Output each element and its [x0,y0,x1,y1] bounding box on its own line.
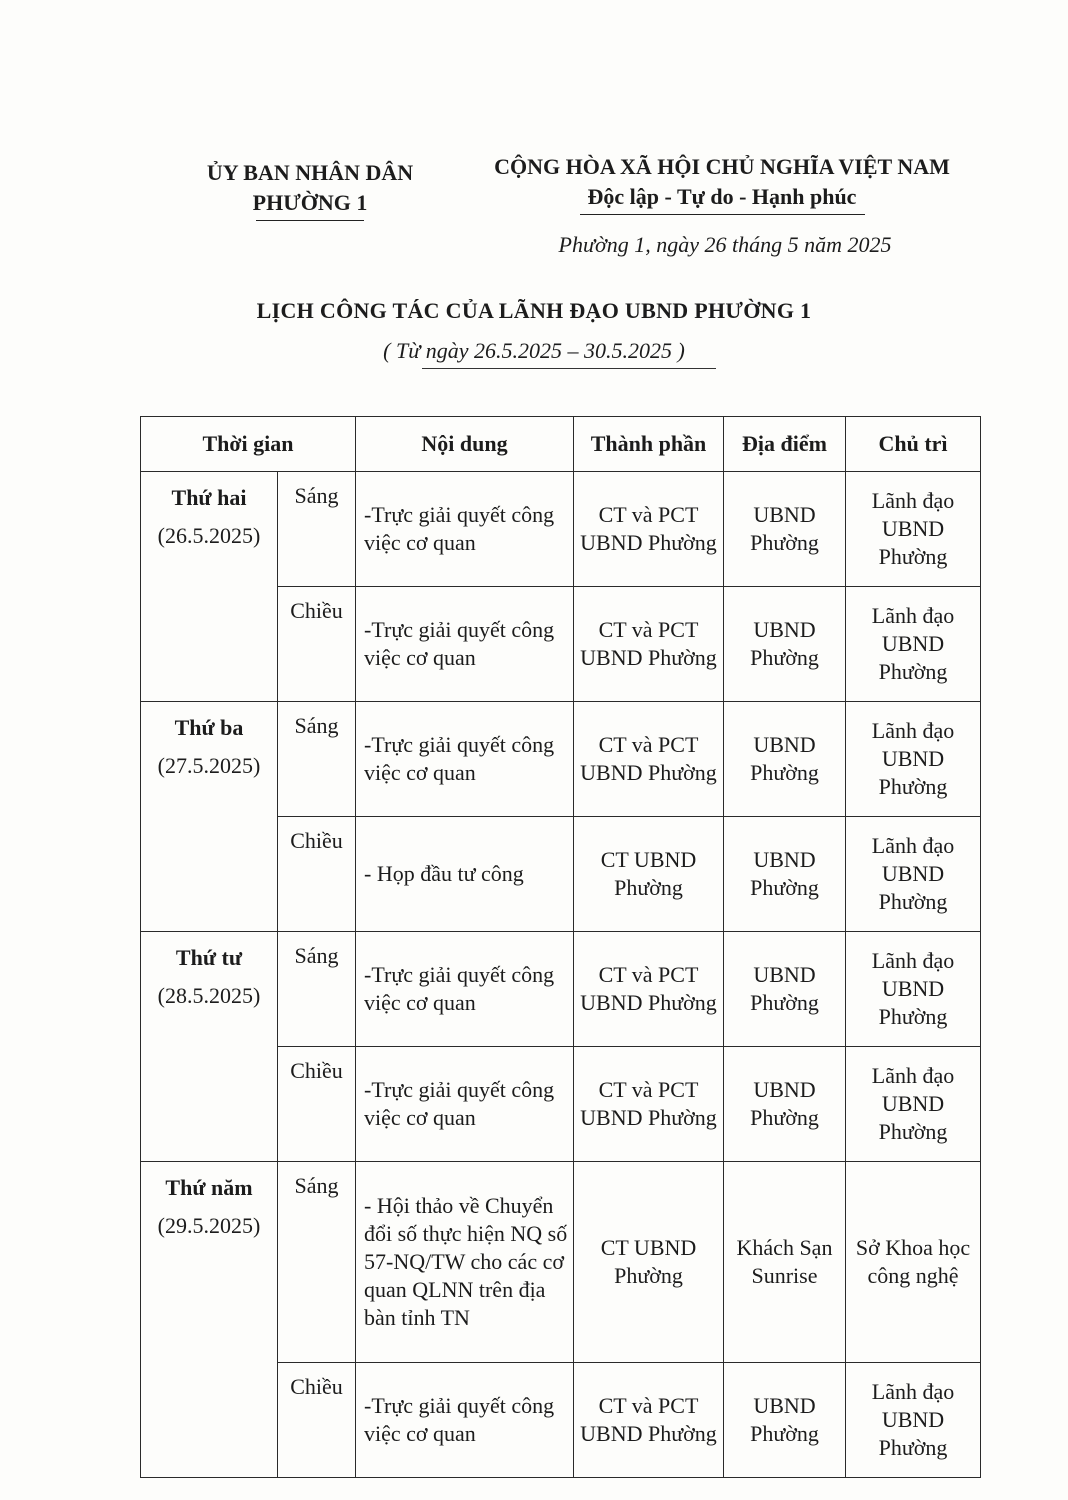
location-cell: UBND Phường [724,702,846,817]
day-date: (26.5.2025) [157,523,261,548]
session-cell: Sáng [278,932,356,1047]
day-cell [141,702,278,932]
content-cell: - Họp đầu tư công [356,817,574,932]
chair-cell: Lãnh đạo UBND Phường [846,932,981,1047]
day-cell [141,1162,278,1478]
chair-cell: Lãnh đạo UBND Phường [846,817,981,932]
participants-cell: CT và PCT UBND Phường [574,702,724,817]
document-subtitle: ( Từ ngày 26.5.2025 – 30.5.2025 ) [383,338,685,363]
day-name: Thứ tư [175,945,243,970]
nation-motto: Độc lập - Tự do - Hạnh phúc [587,184,857,209]
content-cell: - Hội thảo về Chuyển đổi số thực hiện NQ số 57-NQ/TW cho các cơ quan QLNN trên địa bàn tỉnh TN [356,1162,574,1363]
org-ward: PHƯỜNG 1 [252,190,368,215]
content-cell: -Trực giải quyết công việc cơ quan [356,1047,574,1162]
nation-name: CỘNG HÒA XÃ HỘI CHỦ NGHĨA VIỆT NAM [494,154,950,179]
chair-cell: Lãnh đạo UBND Phường [846,702,981,817]
day-name: Thứ ba [174,715,244,740]
motto-underline [580,214,865,215]
document-title: LỊCH CÔNG TÁC CỦA LÃNH ĐẠO UBND PHƯỜNG 1 [256,298,812,323]
day-date: (29.5.2025) [157,1213,261,1238]
day-name: Thứ năm [165,1175,253,1200]
org-header [180,158,440,221]
content-cell: -Trực giải quyết công việc cơ quan [356,472,574,587]
session-cell: Chiều [278,1047,356,1162]
participants-cell: CT và PCT UBND Phường [574,1047,724,1162]
participants-cell: CT UBND Phường [574,1162,724,1363]
location-cell: UBND Phường [724,1047,846,1162]
participants-cell: CT UBND Phường [574,817,724,932]
header-time: Thời gian [141,417,356,472]
header-row [141,417,981,472]
content-cell: -Trực giải quyết công việc cơ quan [356,702,574,817]
chair-cell: Lãnh đạo UBND Phường [846,587,981,702]
org-name: ỦY BAN NHÂN DÂN [206,160,414,185]
location-cell: UBND Phường [724,1363,846,1478]
session-cell: Chiều [278,1363,356,1478]
chair-cell: Lãnh đạo UBND Phường [846,472,981,587]
day-date: (27.5.2025) [157,753,261,778]
header-content: Nội dung [356,417,574,472]
day-name: Thứ hai [171,485,247,510]
table-row [141,1162,981,1363]
subtitle-underline [422,368,716,369]
location-cell: Khách Sạn Sunrise [724,1162,846,1363]
participants-cell: CT và PCT UBND Phường [574,1363,724,1478]
session-cell: Chiều [278,587,356,702]
header-location: Địa điểm [724,417,846,472]
day-cell [141,932,278,1162]
location-cell: UBND Phường [724,472,846,587]
chair-cell: Sở Khoa học công nghệ [846,1162,981,1363]
chair-cell: Lãnh đạo UBND Phường [846,1363,981,1478]
session-cell: Sáng [278,1162,356,1363]
table-row [141,702,981,817]
content-cell: -Trực giải quyết công việc cơ quan [356,1363,574,1478]
day-cell [141,472,278,702]
schedule-table [140,416,981,1478]
location-cell: UBND Phường [724,817,846,932]
participants-cell: CT và PCT UBND Phường [574,472,724,587]
session-cell: Chiều [278,817,356,932]
participants-cell: CT và PCT UBND Phường [574,932,724,1047]
chair-cell: Lãnh đạo UBND Phường [846,1047,981,1162]
org-underline [256,220,364,221]
date-line: Phường 1, ngày 26 tháng 5 năm 2025 [558,232,892,257]
national-header [462,152,982,215]
session-cell: Sáng [278,472,356,587]
content-cell: -Trực giải quyết công việc cơ quan [356,932,574,1047]
location-cell: UBND Phường [724,932,846,1047]
header-participants: Thành phần [574,417,724,472]
day-date: (28.5.2025) [157,983,261,1008]
header-chair: Chủ trì [846,417,981,472]
participants-cell: CT và PCT UBND Phường [574,587,724,702]
table-row [141,472,981,587]
content-cell: -Trực giải quyết công việc cơ quan [356,587,574,702]
session-cell: Sáng [278,702,356,817]
location-cell: UBND Phường [724,587,846,702]
table-row [141,932,981,1047]
